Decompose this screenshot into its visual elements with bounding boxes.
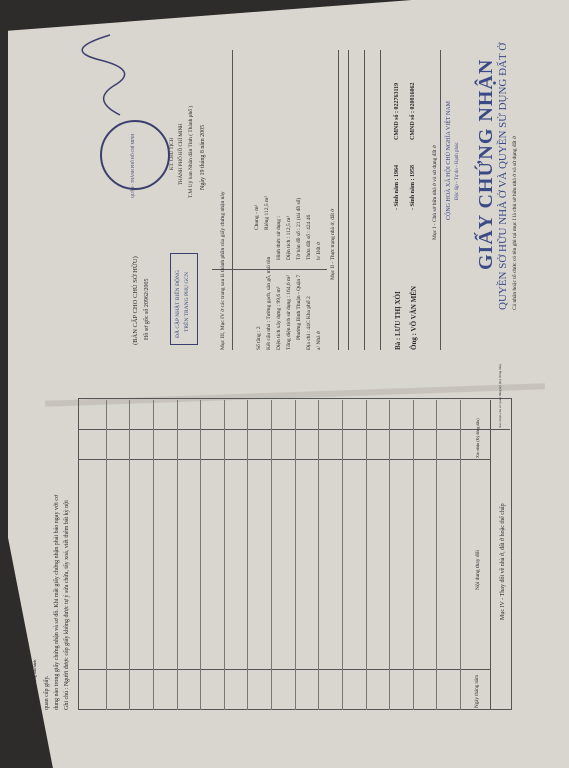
land-private: Riêng 112,5 m² — [264, 196, 270, 230]
certificate-page — [20, 10, 540, 750]
note-line1: Ghi chú : Người được cấp giấy không được tự ý sửa chữa, tẩy xoá, viết thêm bất kỳ nội — [64, 500, 70, 710]
land-area: Diện tích : 112,5 m² — [286, 215, 292, 260]
motto: Độc lập - Tự do - Hạnh phúc — [455, 142, 460, 200]
owner1-birth: - Sinh năm : 1958 — [410, 164, 416, 210]
certificate-subtitle: QUYỀN SỞ HỮU NHÀ Ở VÀ QUYỀN SỬ DỤNG ĐẤT Ở — [497, 42, 509, 310]
table-row — [247, 400, 248, 710]
col-date-header: Ngày tháng năm — [475, 674, 480, 708]
table-row — [129, 400, 130, 710]
section3-note: Mục III, Mục IV ở các trang sau là thành phần của giấy chứng nhận này — [220, 191, 226, 350]
certify-line: Cá nhân hoặc tổ chức có tên ghi tại mục I là chủ sở hữu nhà ở và sử dụng đất ở — [512, 136, 518, 310]
table-row — [271, 400, 272, 710]
signature-scribble — [80, 30, 140, 120]
owner2-birth: - Sinh năm : 1964 — [394, 164, 400, 210]
table-row — [436, 400, 437, 710]
footer-note: Mẫu do Bộ Xây dựng ban hành — [32, 659, 37, 710]
section1-rule — [440, 50, 441, 350]
table-row — [177, 400, 178, 710]
official-seal — [100, 120, 170, 198]
table-row — [342, 400, 343, 710]
table-row — [460, 400, 461, 710]
land-label: b/ Đất ở — [316, 242, 322, 260]
col-divider — [78, 459, 490, 460]
house-total-area: Tổng diện tích sử dụng : 164,6 m² — [286, 275, 292, 350]
house-address: Địa chỉ : 44C Kha phố 2 — [306, 296, 312, 350]
col-content-header: Nội dung thay đổi — [475, 550, 481, 590]
table-row — [413, 400, 414, 710]
house-label: a/ Nhà ở — [316, 331, 322, 350]
note-line3: quan cấp giấy. — [44, 675, 50, 710]
section1-line — [364, 50, 365, 350]
registry-stamp-line1: ĐÃ CẬP NHẬT BIẾN ĐỘNG — [175, 270, 181, 338]
table-row — [224, 400, 225, 710]
signature-date: Ngày 19 tháng 8 năm 2005 — [200, 124, 206, 190]
owner1-id: CMND số : 020816062 — [410, 82, 416, 140]
note-line2: dung nào trong giấy chứng nhận và sơ đồ. Khi mất giấy chứng nhận phải báo ngay với cơ — [54, 494, 60, 710]
col-confirm-header: Xác nhận (Ký đóng dấu) — [475, 418, 480, 458]
land-usage: Hình thức sử dụng : — [276, 216, 282, 260]
issue-note: (BẢN CẤP CHO CHỦ SỞ HỮU) — [132, 256, 139, 345]
registry-stamp — [170, 253, 198, 345]
signature-role: KT. CHỦ TỊCH — [170, 137, 175, 170]
col-registry-header: Xác nhận của cơ quan đăng ký (Ký đóng dấu) — [498, 363, 502, 428]
owner2-id: CMND số : 022763119 — [394, 82, 400, 140]
certificate-title: GIẤY CHỨNG NHẬN — [475, 58, 497, 270]
table-row — [366, 400, 367, 710]
table-row — [153, 400, 154, 710]
land-map-sheet: Tờ bản đồ số : 21 (tài đồ số) — [296, 197, 302, 260]
section1-line — [380, 50, 381, 350]
signature-city: THÀNH PHỐ HỒ CHÍ MINH — [179, 123, 184, 185]
section4-header-rule — [490, 400, 491, 710]
col-divider — [78, 669, 490, 670]
section1-heading: Mục I - Chủ sở hữu nhà ở và sử dụng đất ở — [432, 145, 438, 240]
table-row — [389, 400, 390, 710]
table-row — [295, 400, 296, 710]
section2-rule — [338, 50, 339, 350]
land-parcel: Thửa đất số : 424 46 — [306, 214, 312, 260]
house-built-area: Diện tích xây dựng : 99,6 m² — [276, 286, 282, 350]
house-floors: Số tầng : 2 — [256, 326, 262, 350]
seal-text: QUẬN - THÀNH PHỐ HỒ CHÍ MINH — [130, 133, 135, 198]
section4-heading: Mục IV - Thay đổi về nhà ở, đất ở hoặc thế chấp — [500, 503, 506, 620]
owner2-name: Bà : LƯU THỊ XỎI — [394, 291, 402, 350]
section1-line — [348, 50, 349, 350]
table-row — [200, 400, 201, 710]
land-shared: Chung - m² — [254, 204, 260, 230]
house-structure: Kết cấu nhà : Tường gạch, sàn gỗ, mái tôn — [266, 256, 272, 350]
signature-behalf: T.M Uỷ ban Nhân dân Tỉnh ( Thành phố ) — [188, 105, 194, 198]
house-ward: Phường Bình Thuận - Quận 7 — [296, 274, 302, 340]
section2-heading: Mục II - Thực trạng nhà ở, đất ở — [330, 208, 336, 280]
registry-stamp-line2: TRÊN TRANG PHỤ GCN — [184, 272, 190, 332]
table-row — [318, 400, 319, 710]
table-row — [106, 400, 107, 710]
section2-bottom — [232, 50, 233, 350]
record-number: Hồ sơ gốc số 20962/2005 — [144, 278, 150, 340]
republic-heading: CỘNG HOÀ XÃ HỘI CHỦ NGHĨA VIỆT NAM — [446, 101, 452, 220]
owner1-name: Ông : VÕ VĂN MẾN — [410, 286, 418, 350]
